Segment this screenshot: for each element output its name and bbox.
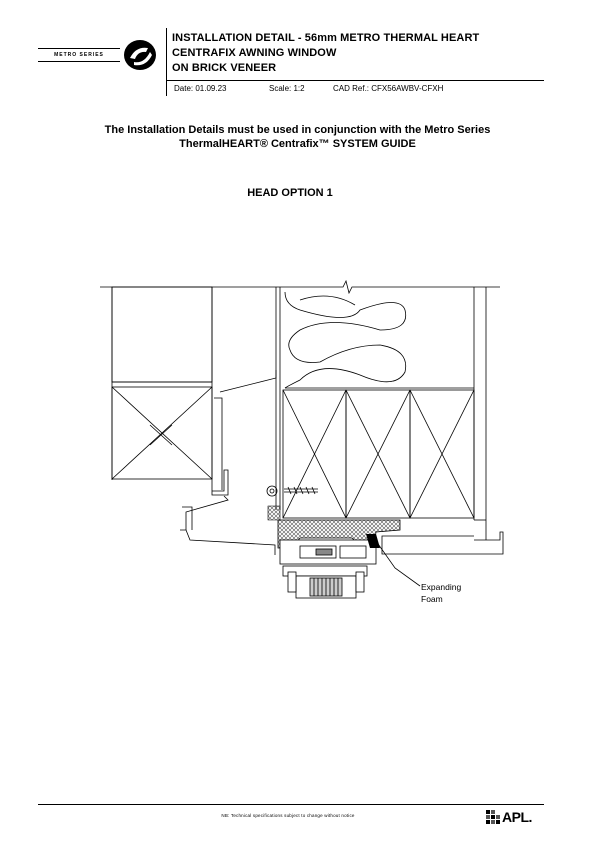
metro-series-logo xyxy=(38,38,160,82)
header-divider-vertical xyxy=(166,28,167,96)
header-divider-horizontal xyxy=(166,80,544,81)
title-line-2: CENTRAFIX AWNING WINDOW xyxy=(172,47,337,59)
notice-line-1: The Installation Details must be used in conjunction with the Metro Series xyxy=(104,124,491,136)
callout-line-2: Foam xyxy=(421,594,443,604)
date-field: Date: 01.09.23 xyxy=(174,84,227,93)
footer-divider xyxy=(38,804,544,805)
apl-logo-icon xyxy=(486,810,500,824)
expanding-foam-callout xyxy=(421,581,461,605)
section-heading: HEAD OPTION 1 xyxy=(247,187,333,199)
document-title xyxy=(172,31,552,76)
title-line-1: INSTALLATION DETAIL - 56mm METRO THERMAL HEART xyxy=(172,32,480,44)
footer-disclaimer: NB: Technical specifications subject to change without notice xyxy=(221,813,355,818)
head-detail-drawing xyxy=(0,270,595,610)
title-line-3: ON BRICK VENEER xyxy=(172,62,277,74)
cad-ref-field: CAD Ref.: CFX56AWBV-CFXH xyxy=(333,84,444,93)
logo-wordmark: METRO SERIES xyxy=(38,48,120,62)
callout-line-1: Expanding xyxy=(421,582,462,592)
usage-notice xyxy=(0,123,595,151)
apl-wordmark: APL. xyxy=(502,809,532,825)
notice-line-2: ThermalHEART® Centrafix™ SYSTEM GUIDE xyxy=(179,138,416,150)
scale-field: Scale: 1:2 xyxy=(269,84,305,93)
metro-emblem-icon xyxy=(122,38,158,72)
window-frame-head xyxy=(280,540,376,598)
